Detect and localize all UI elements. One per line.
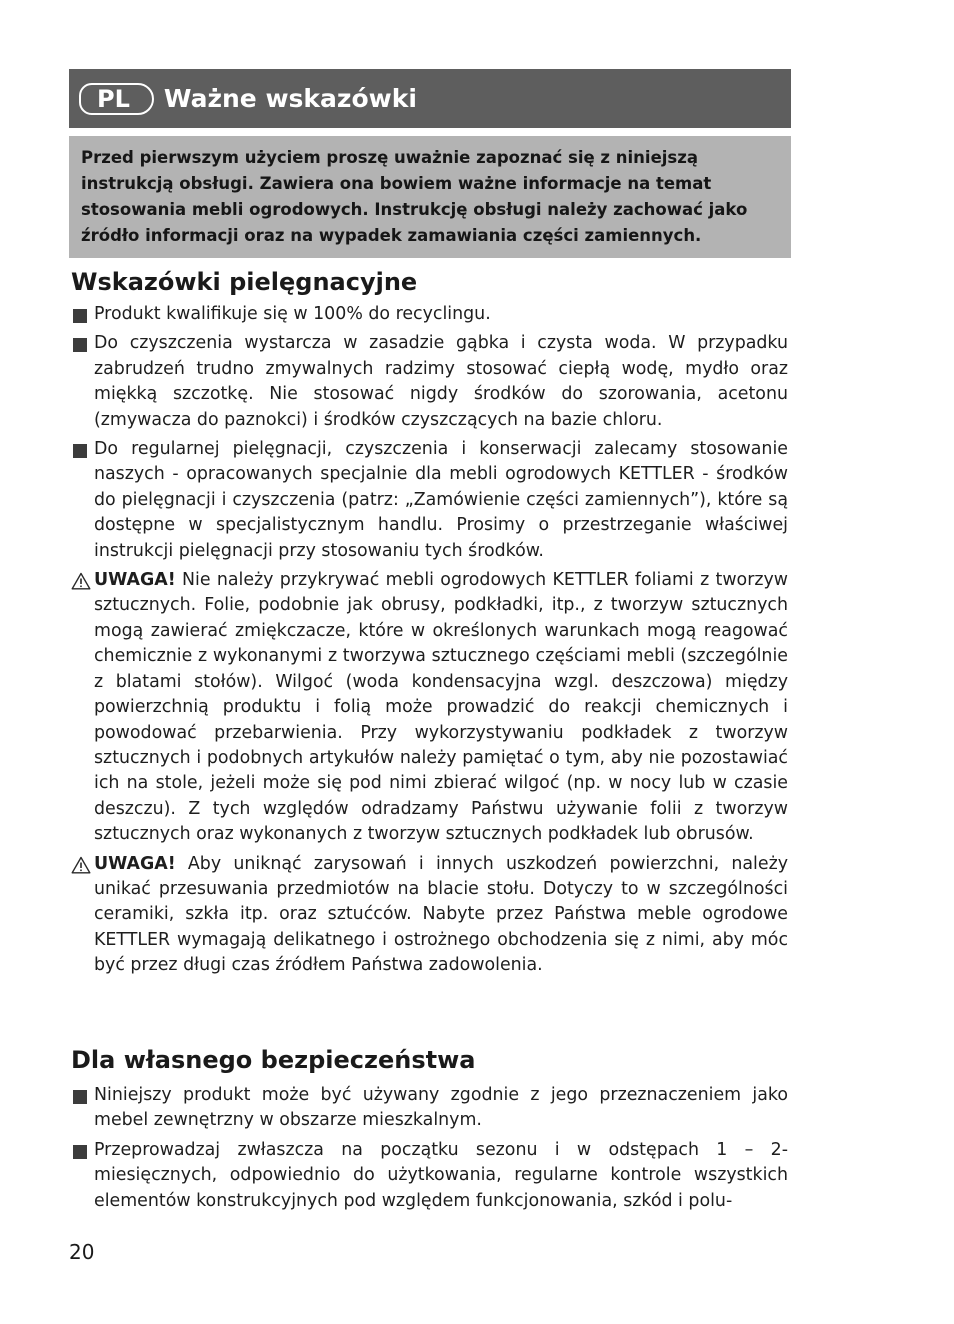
warning-triangle-icon <box>71 856 91 874</box>
warning-item: UWAGA! Nie należy przykrywać mebli ogrodowych KETTLER foliami z tworzyw sztucznych. Folie, podobnie jak obrusy, podkładki, itp., z tworzyw sztucznych mogą zawierać zmiękczacze, które w określonych warunkach mogą reagować chemicznie z wykonanymi z tworzywa sztucznego częściami mebli (szczególnie z blatami stołów). Wilgoć (woda kondensacyjna wzgl. deszczowa) między powierzchnią produktu i folią może prowadzić do reakcji chemicznych i powodować przebarwienia. Przy wykorzystywaniu podkładek z tworzyw sztucznych i podobnych artykułów należy pamiętać o tym, aby nie pozostawiać ich na stole, jeżeli może się pod nimi zbierać wilgoć (np. w nocy lub w czasie deszczu). Z tych względów odradzamy Państwu używanie folii z tworzyw sztucznych oraz wykonanych z tworzyw sztucznych podkładek lub obrusów. <box>71 568 788 847</box>
list-item: Produkt kwalifikuje się w 100% do recyclingu. <box>71 302 788 327</box>
list-item: Przeprowadzaj zwłaszcza na początku sezonu i w odstępach 1 – 2-miesięcznych, odpowiednio do użytkowania, regularne kontrole wszystkich elementów konstrukcyjnych pod względem funkcjonowania, szkód i polu- <box>71 1138 788 1214</box>
page-title: Ważne wskazówki <box>163 84 417 113</box>
intro-notice: Przed pierwszym użyciem proszę uważnie zapoznać się z niniejszą instrukcją obsługi. Zawiera ona bowiem ważne informacje na temat stosowania mebli ogrodowych. Instrukcję obsługi należy zachować jako źródło informacji oraz na wypadek zamawiania części zamiennych. <box>69 136 791 258</box>
page-header-bar <box>69 69 791 128</box>
square-bullet-icon <box>73 338 87 352</box>
list-item: Do czyszczenia wystarcza w zasadzie gąbka i czysta woda. W przypadku zabrudzeń trudno zmywalnych radzimy stosować ciepłą wodę, mydło oraz miękką szczotkę. Nie stosować nigdy środków do szorowania, acetonu (zmywacza do paznokci) i środków czyszczących na bazie chloru. <box>71 331 788 433</box>
list-item: Do regularnej pielęgnacji, czyszczenia i konserwacji zalecamy stosowanie naszych - opracowanych specjalnie dla mebli ogrodowych KETTLER - środków do pielęgnacji i czyszczenia (patrz: „Zamówienie części zamiennych”), które są dostępne w specjalistycznym handlu. Prosimy o przestrzeganie właściwej instrukcji pielęgnacji przy stosowaniu tych środków. <box>71 437 788 564</box>
page-number: 20 <box>69 1240 95 1264</box>
warning-item: UWAGA! Aby uniknąć zarysowań i innych uszkodzeń powierzchni, należy unikać przesuwania przedmiotów na blacie stołu. Dotyczy to w szczególności ceramiki, szkła itp. oraz sztućców. Nabyte przez Państwa meble ogrodowe KETTLER wymagają delikatnego i ostrożnego obchodzenia się z nimi, aby móc być przez długi czas źródłem Państwa zadowolenia. <box>71 852 788 979</box>
safety-section-content <box>71 1083 788 1218</box>
warning-label: UWAGA! <box>94 570 176 591</box>
care-section-title: Wskazówki pielęgnacyjne <box>71 268 418 296</box>
square-bullet-icon <box>73 1145 87 1159</box>
warning-triangle-icon <box>71 572 91 590</box>
square-bullet-icon <box>73 444 87 458</box>
list-item: Niniejszy produkt może być używany zgodnie z jego przeznaczeniem jako mebel zewnętrzny w obszarze mieszkalnym. <box>71 1083 788 1134</box>
language-badge: PL <box>79 83 154 115</box>
care-section-content <box>71 302 788 983</box>
safety-section-title: Dla własnego bezpieczeństwa <box>71 1046 476 1074</box>
square-bullet-icon <box>73 309 87 323</box>
square-bullet-icon <box>73 1090 87 1104</box>
warning-label: UWAGA! <box>94 853 176 874</box>
